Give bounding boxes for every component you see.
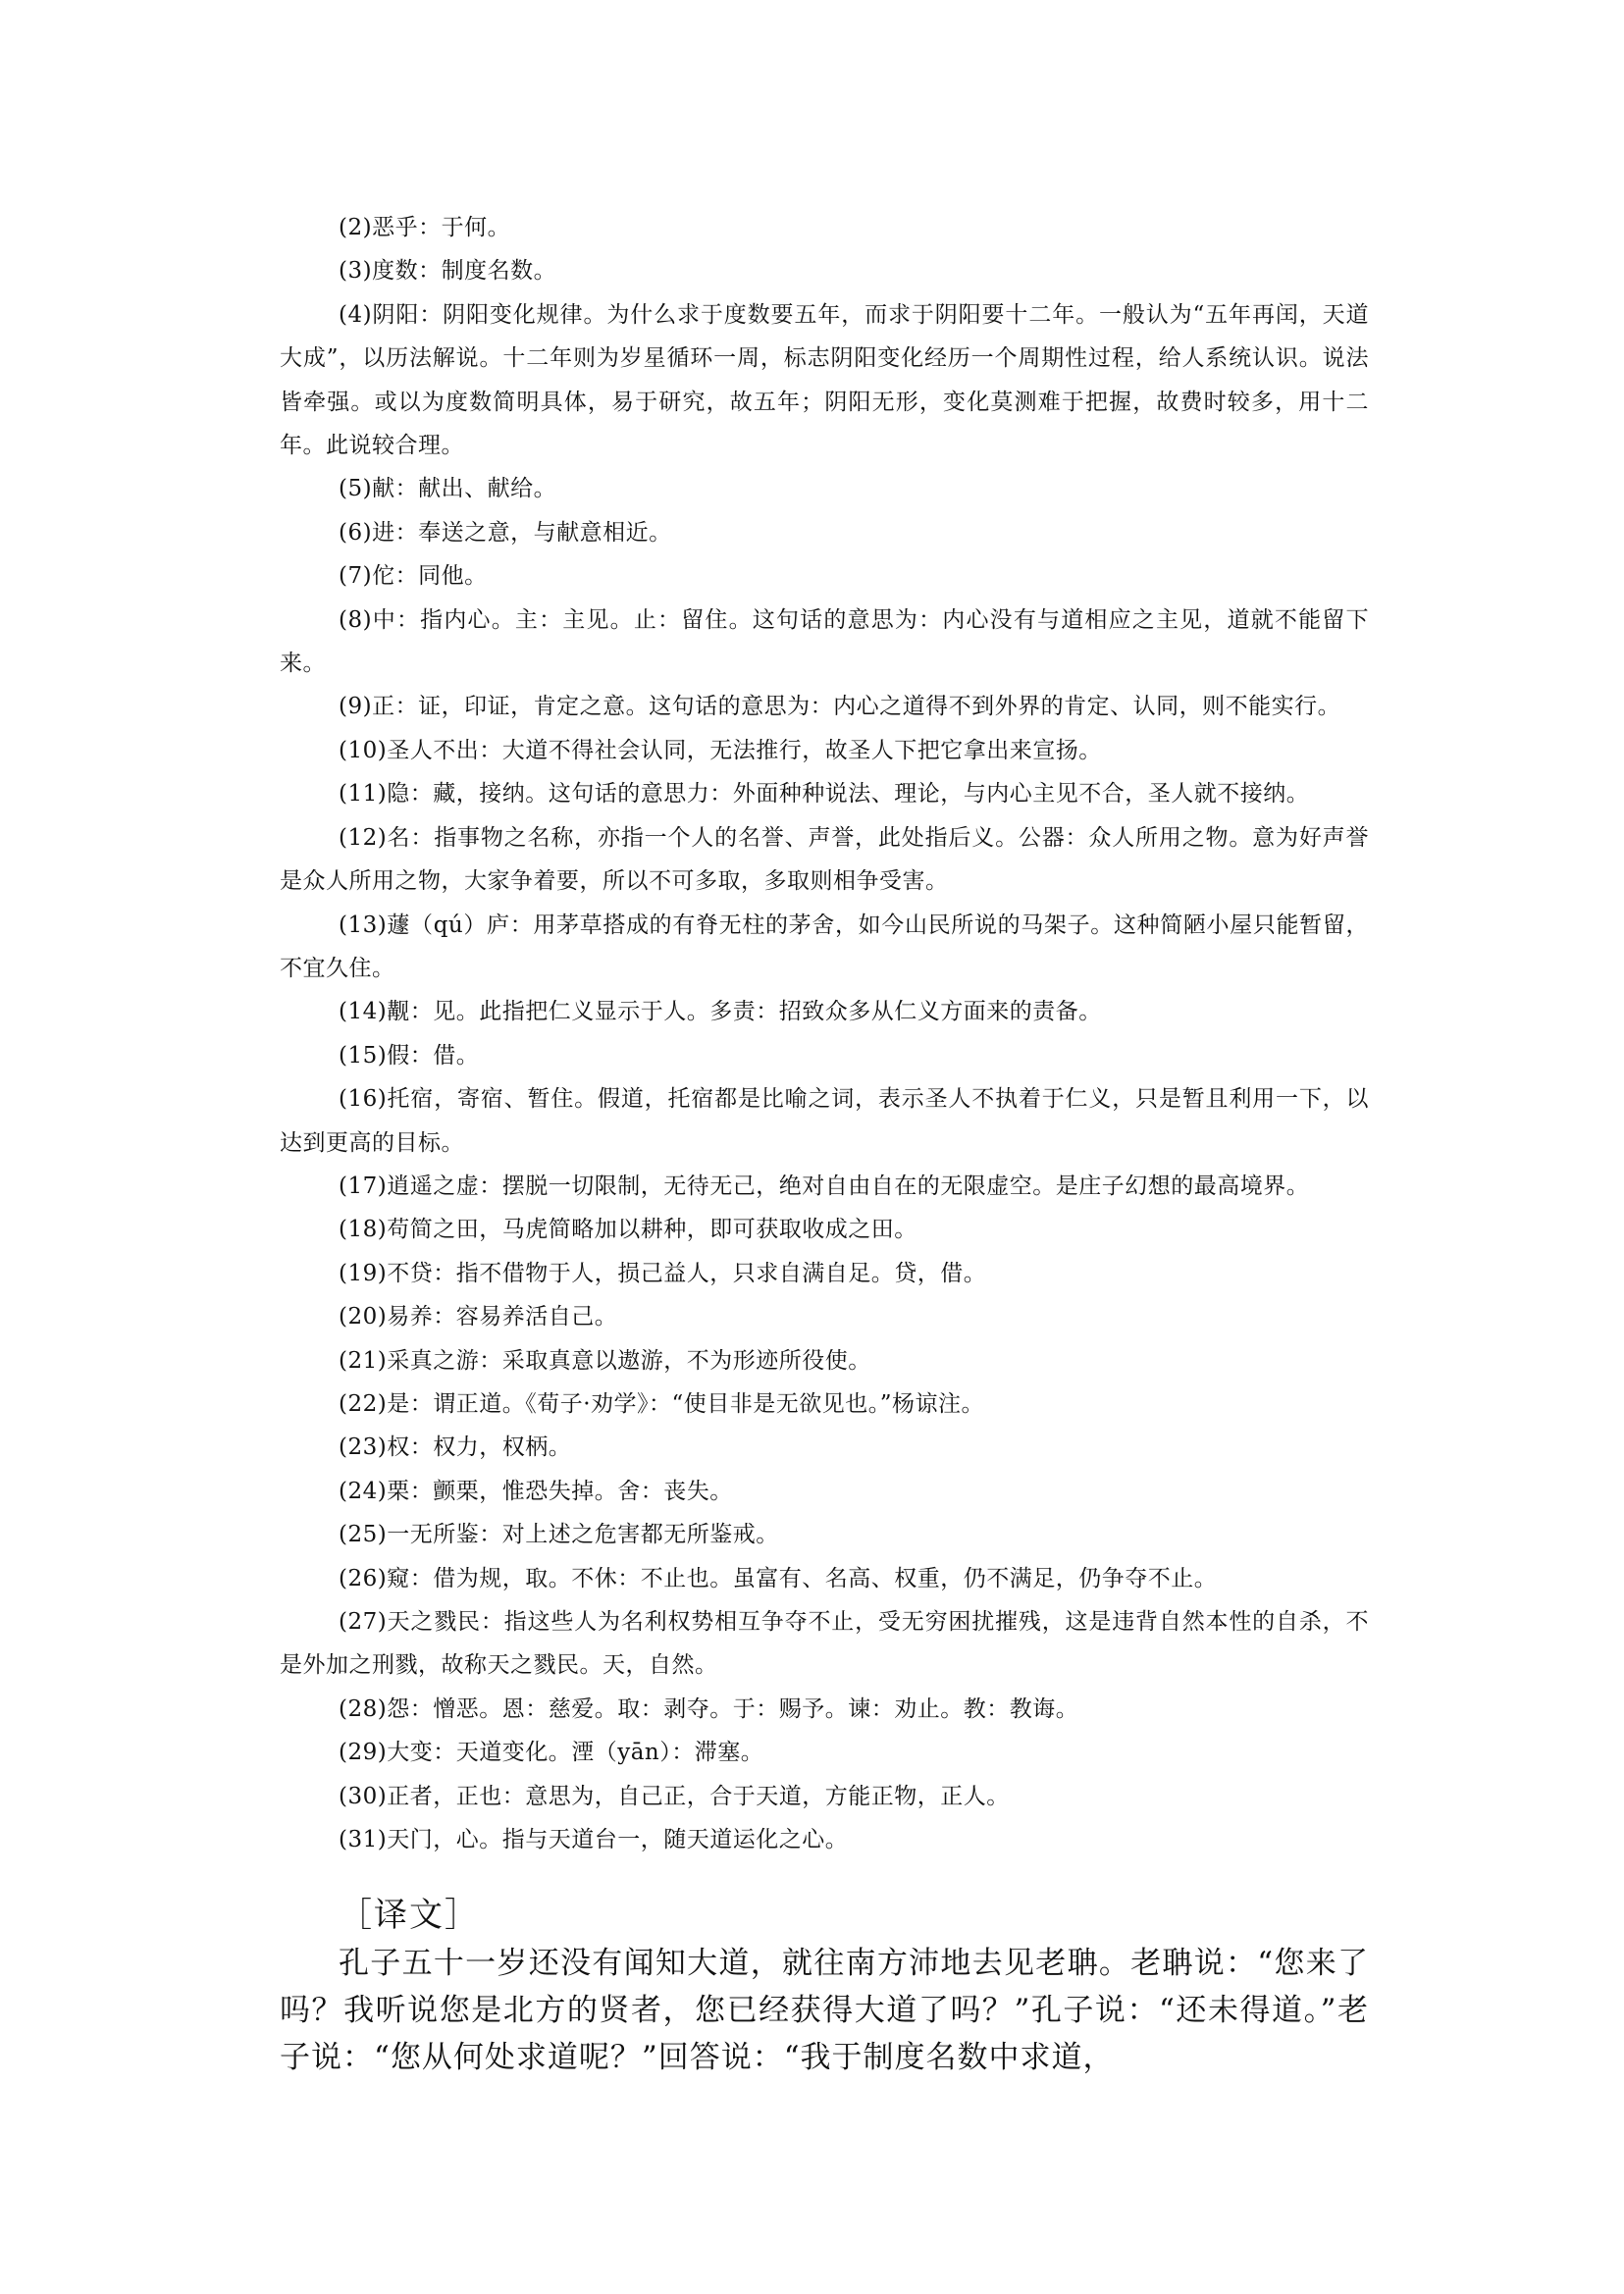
- note-item: (18)苟简之田，马虎简略加以耕种，即可获取收成之田。: [339, 1217, 917, 1243]
- note-item: (21)采真之游：采取真意以遨游，不为形迹所役使。: [339, 1347, 871, 1374]
- note-item: (13)蘧（qú）庐：用茅草搭成的有脊无柱的茅舍，如今山民所说的马架子。这种简陋小屋只能暂留，不宜久住。: [280, 912, 1369, 981]
- note-item: (12)名：指事物之名称，亦指一个人的名誉、声誉，此处指后义。公器：众人所用之物。意为好声誉是众人所用之物，大家争着要，所以不可多取，多取则相争受害。: [280, 824, 1369, 895]
- note-item: (25)一无所鉴：对上述之危害都无所鉴戒。: [339, 1522, 779, 1548]
- note-item: (9)正：证，印证，肯定之意。这句话的意思为：内心之道得不到外界的肯定、认同，则不能实行。: [339, 694, 1341, 720]
- note-item: (7)佗：同他。: [339, 563, 488, 590]
- document-page: [280, 206, 1369, 2081]
- translation-heading: ［译文］: [339, 1896, 480, 1936]
- note-item: (26)窥：借为规，取。不休：不止也。虽富有、名高、权重，仍不满足，仍争夺不止。: [339, 1565, 1218, 1591]
- note-item: (3)度数：制度名数。: [339, 258, 557, 285]
- note-item: (22)是：谓正道。《荀子·劝学》：“使目非是无欲见也。”杨谅注。: [339, 1390, 985, 1417]
- note-item: (23)权：权力，权柄。: [339, 1434, 572, 1461]
- note-item: (29)大变：天道变化。湮（yān）：滞塞。: [339, 1740, 764, 1766]
- note-item: (16)托宿，寄宿、暂住。假道，托宿都是比喻之词，表示圣人不执着于仁义，只是暂且利用一下，以达到更高的目标。: [280, 1086, 1369, 1156]
- note-item: (11)隐：藏，接纳。这句话的意思力：外面种种说法、理论，与内心主见不合，圣人就不接纳。: [339, 781, 1310, 808]
- note-item: (4)阴阳：阴阳变化规律。为什么求于度数要五年，而求于阴阳要十二年。一般认为“五年再闰，天道大成”，以历法解说。十二年则为岁星循环一周，标志阴阳变化经历一个周期性过程，给人系统认识。说法皆牵强。或以为度数简明具体，易于研究，故五年；阴阳无形，变化莫测难于把握，故费时较多，用十二年。此说较合理。: [280, 301, 1369, 459]
- note-item: (14)觏：见。此指把仁义显示于人。多责：招致众多从仁义方面来的责备。: [339, 999, 1102, 1025]
- note-item: (6)进：奉送之意，与献意相近。: [339, 519, 672, 546]
- note-item: (5)献：献出、献给。: [339, 476, 557, 502]
- note-item: (17)逍遥之虚：摆脱一切限制，无待无己，绝对自由自在的无限虚空。是庄子幻想的最高境界。: [339, 1173, 1310, 1199]
- note-item: (15)假：借。: [339, 1042, 480, 1069]
- note-item: (2)恶乎：于何。: [339, 215, 511, 240]
- note-item: (30)正者，正也：意思为，自己正，合于天道，方能正物，正人。: [339, 1783, 1010, 1809]
- note-item: (31)天门，心。指与天道台一，随天道运化之心。: [339, 1827, 849, 1853]
- annotation-notes: [280, 206, 1369, 1861]
- translation-paragraph: 孔子五十一岁还没有闻知大道，就往南方沛地去见老聃。老聃说：“您来了吗？我听说您是北方的贤者，您已经获得大道了吗？”孔子说：“还未得道。”老子说：“您从何处求道呢？”回答说：“我于制度名数中求道，: [280, 1946, 1369, 2076]
- note-item: (10)圣人不出：大道不得社会认同，无法推行，故圣人下把它拿出来宣扬。: [339, 737, 1102, 763]
- note-item: (20)易养：容易养活自己。: [339, 1304, 618, 1330]
- note-item: (28)怨：憎恶。恩：慈爱。取：剥夺。于：赐予。谏：劝止。教：教诲。: [339, 1695, 1079, 1722]
- note-item: (24)栗：颤栗，惟恐失掉。舍：丧失。: [339, 1478, 733, 1504]
- note-item: (27)天之戮民：指这些人为名利权势相互争夺不止，受无穷困扰摧残，这是违背自然本性的自杀，不是外加之刑戮，故称天之戮民。天，自然。: [280, 1609, 1369, 1679]
- note-item: (19)不贷：指不借物于人，损己益人，只求自满自足。贷，借。: [339, 1260, 987, 1286]
- note-item: (8)中：指内心。主：主见。止：留住。这句话的意思为：内心没有与道相应之主见，道就不能留下来。: [280, 606, 1369, 677]
